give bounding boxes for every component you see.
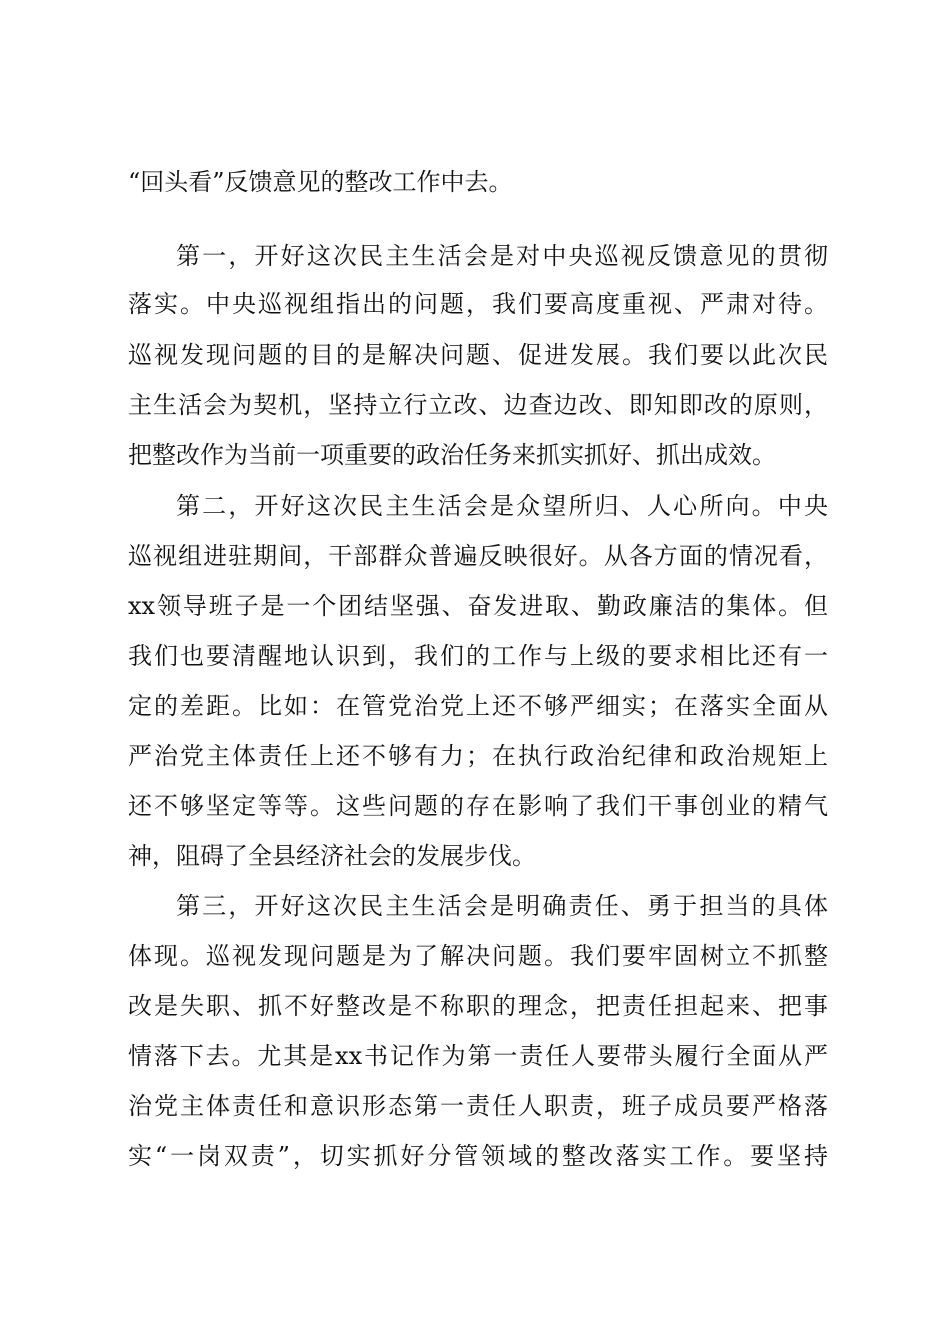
paragraph-3-line-1: 第三，开好这次民主生活会是明确责任、勇于担当的具体 (176, 892, 828, 920)
paragraph-1-line-1: 第一，开好这次民主生活会是对中央巡视反馈意见的贯彻 (176, 242, 828, 270)
paragraph-3-line-6: 实“一岗双责”，切实抓好分管领域的整改落实工作。要坚持 (128, 1142, 828, 1170)
paragraph-3-line-3: 改是失职、抓不好整改是不称职的理念，把责任担起来、把事 (128, 992, 828, 1020)
paragraph-3-line-4: 情落下去。尤其是xx书记作为第一责任人要带头履行全面从严 (128, 1042, 828, 1070)
paragraph-1-line-5: 把整改作为当前一项重要的政治任务来抓实抓好、抓出成效。 (128, 441, 776, 469)
paragraph-1-line-4: 主生活会为契机，坚持立行立改、边查边改、即知即改的原则， (128, 391, 828, 419)
paragraph-2-line-2: 巡视组进驻期间，干部群众普遍反映很好。从各方面的情况看， (128, 542, 828, 570)
text-line-1: “回头看”反馈意见的整改工作中去。 (128, 168, 513, 196)
paragraph-2-line-7: 还不够坚定等等。这些问题的存在影响了我们干事创业的精气 (128, 792, 828, 820)
paragraph-2-line-5: 定的差距。比如：在管党治党上还不够严细实；在落实全面从 (128, 692, 828, 720)
paragraph-2-line-1: 第二，开好这次民主生活会是众望所归、人心所向。中央 (176, 492, 828, 520)
paragraph-3-line-2: 体现。巡视发现问题是为了解决问题。我们要牢固树立不抓整 (128, 942, 828, 970)
paragraph-2-line-6: 严治党主体责任上还不够有力；在执行政治纪律和政治规矩上 (128, 742, 828, 770)
paragraph-2-line-3: xx领导班子是一个团结坚强、奋发进取、勤政廉洁的集体。但 (128, 592, 828, 620)
paragraph-2-line-8: 神，阻碍了全县经济社会的发展步伐。 (128, 842, 536, 870)
paragraph-1-line-3: 巡视发现问题的目的是解决问题、促进发展。我们要以此次民 (128, 341, 828, 369)
paragraph-1-line-2: 落实。中央巡视组指出的问题，我们要高度重视、严肃对待。 (128, 290, 828, 318)
paragraph-3-line-5: 治党主体责任和意识形态第一责任人职责，班子成员要严格落 (128, 1092, 828, 1120)
paragraph-2-line-4: 我们也要清醒地认识到，我们的工作与上级的要求相比还有一 (128, 642, 828, 670)
